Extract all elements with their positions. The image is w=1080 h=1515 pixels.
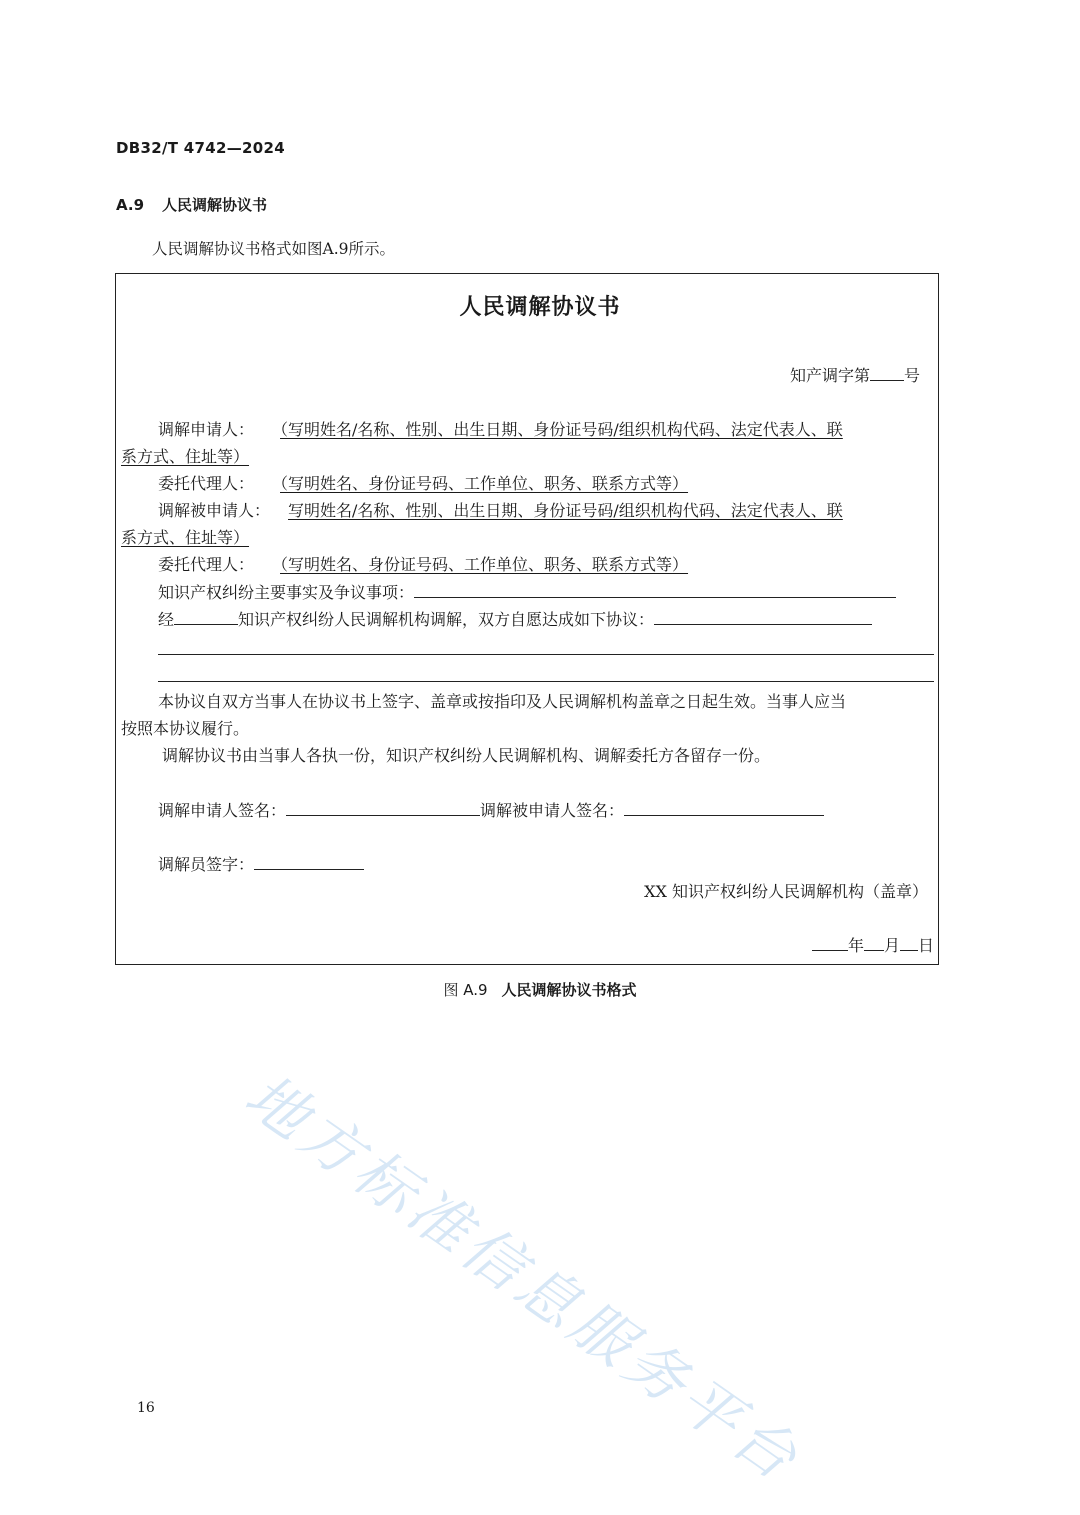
applicant-line: [158, 416, 843, 443]
date-line: [812, 932, 934, 959]
applicant-sign-blank: [286, 798, 480, 816]
section-number: A.9: [116, 196, 145, 214]
via-org-blank: [174, 607, 238, 625]
applicant-line-2: [121, 443, 249, 470]
date-month: 月: [883, 936, 900, 955]
applicant-text: （写明姓名/名称、性别、出生日期、身份证号码/组织机构代码、法定代表人、联: [280, 420, 843, 439]
applicant-sign-label: 调解申请人签名：: [158, 801, 287, 820]
respondent-text: 写明姓名/名称、性别、出生日期、身份证号码/组织机构代码、法定代表人、联: [288, 501, 843, 520]
mediator-line: [158, 851, 364, 878]
via-text: 知识产权纠纷人民调解机构调解，双方自愿达成如下协议：: [238, 610, 655, 629]
day-blank: [900, 933, 918, 951]
agreement-blank: [654, 607, 872, 625]
figure-caption: [0, 979, 1080, 1000]
facts-line: [158, 579, 896, 606]
agent-label: 委托代理人：: [158, 474, 255, 493]
section-title: 人民调解协议书: [162, 196, 268, 214]
respondent-text-2: 系方式、住址等）: [121, 528, 250, 547]
agent2-label: 委托代理人：: [158, 555, 255, 574]
document-code: DB32/T 4742—2024: [116, 139, 285, 157]
doc-number-suffix: 号: [904, 366, 921, 385]
page-number: 16: [137, 1400, 155, 1416]
respondent-sign-blank: [624, 798, 824, 816]
agent2-text: （写明姓名、身份证号码、工作单位、职务、联系方式等）: [280, 555, 689, 574]
year-blank: [812, 933, 848, 951]
agent2-line: [158, 551, 688, 578]
copies-line: 调解协议书由当事人各执一份，知识产权纠纷人民调解机构、调解委托方各留存一份。: [162, 746, 771, 765]
org-seal: XX 知识产权纠纷人民调解机构（盖章）: [644, 882, 928, 901]
intro-paragraph: 人民调解协议书格式如图A.9所示。: [152, 240, 395, 258]
facts-blank: [414, 580, 896, 598]
applicant-text-2: 系方式、住址等）: [121, 447, 250, 466]
respondent-label: 调解被申请人：: [158, 501, 271, 520]
respondent-line-2: [121, 524, 249, 551]
figure-number: 图 A.9: [443, 981, 488, 999]
watermark: 地方标准信息服务平台: [232, 1060, 814, 1497]
via-prefix: 经: [158, 610, 175, 629]
mediator-sign-blank: [254, 852, 364, 870]
agreement-line-2: [158, 681, 934, 682]
doc-number-prefix: 知产调字第: [790, 366, 871, 385]
date-day: 日: [917, 936, 934, 955]
respondent-sign-label: 调解被申请人签名：: [480, 801, 625, 820]
via-line: [158, 606, 872, 633]
mediator-sign-label: 调解员签字：: [158, 855, 255, 874]
doc-number-line: [790, 362, 920, 389]
effect-line-2: 按照本协议履行。: [121, 719, 250, 738]
agreement-line-1: [158, 654, 934, 655]
month-blank: [864, 933, 884, 951]
effect-line-1: 本协议自双方当事人在协议书上签字、盖章或按指印及人民调解机构盖章之日起生效。当事人应当: [158, 692, 847, 711]
agent-text: （写明姓名、身份证号码、工作单位、职务、联系方式等）: [280, 474, 689, 493]
section-heading: [116, 194, 267, 215]
signature-line: [158, 797, 824, 824]
date-year: 年: [847, 936, 864, 955]
doc-number-blank: [870, 363, 904, 381]
agent-line: [158, 470, 688, 497]
respondent-line: [158, 497, 843, 524]
figure-title: 人民调解协议书格式: [501, 981, 637, 999]
facts-label: 知识产权纠纷主要事实及争议事项：: [158, 583, 415, 602]
form-title: 人民调解协议书: [459, 295, 621, 320]
applicant-label: 调解申请人：: [158, 420, 255, 439]
